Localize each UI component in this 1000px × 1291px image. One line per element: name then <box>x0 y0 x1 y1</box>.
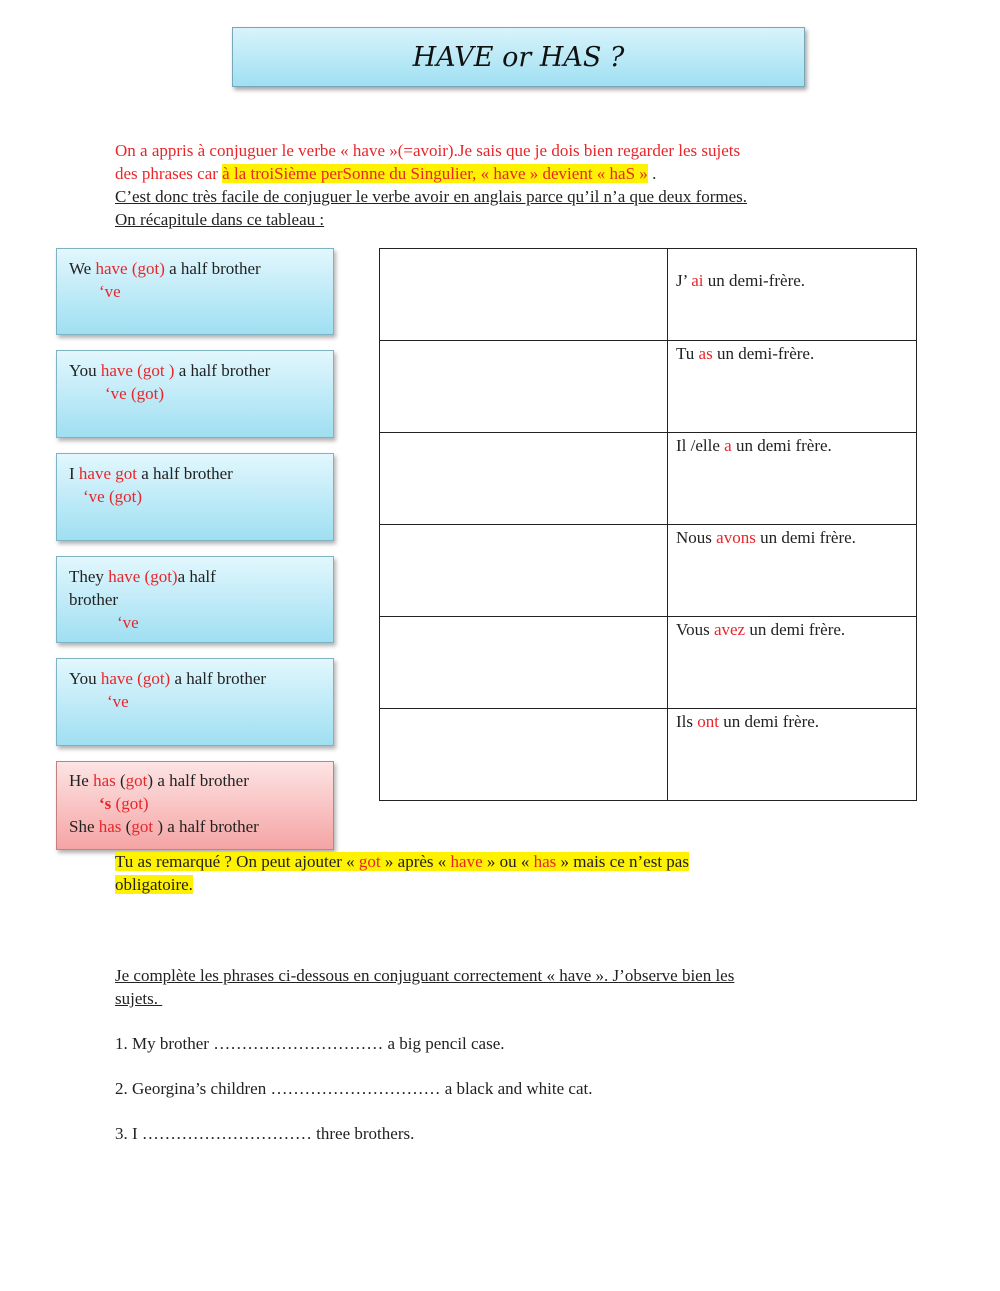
drop-zone-4[interactable] <box>380 525 668 617</box>
drop-zone-6[interactable] <box>380 709 668 801</box>
exercise-instruction: Je complète les phrases ci-dessous en conjuguant correctement « have ». J’observe bien les <box>115 966 735 985</box>
exercise-item-3[interactable]: 3. I ………………………… three brothers. <box>115 1124 415 1143</box>
exercise-section: Je complète les phrases ci-dessous en conjuguant correctement « have ». J’observe bien les sujets. 1. My brother ………………………… a big pencil case. 2. Georgina’s children ………………………… a black and white cat. 3. I ………………………… three brothers. <box>115 964 905 1145</box>
drop-zone-2[interactable] <box>380 341 668 433</box>
title-banner <box>232 27 805 87</box>
card-they: They have (got)a half brother ‘ve <box>56 556 334 643</box>
page-title: HAVE or HAS ? <box>412 41 625 73</box>
drop-zone-5[interactable] <box>380 617 668 709</box>
drop-zone-1[interactable] <box>380 249 668 341</box>
table-row: Tu as un demi-frère. <box>380 341 917 433</box>
card-he-she: He has (got) a half brother ‘s (got) She has (got ) a half brother <box>56 761 334 850</box>
exercise-item-1[interactable]: 1. My brother ………………………… a big pencil case. <box>115 1034 505 1053</box>
table-row: J’ ai un demi-frère. <box>380 249 917 341</box>
card-you-1: You have (got ) a half brother ‘ve (got) <box>56 350 334 438</box>
intro-line-3: C’est donc très facile de conjuguer le verbe avoir en anglais parce qu’il n’a que deux formes. <box>115 187 748 206</box>
table-row: Il /elle a un demi frère. <box>380 433 917 525</box>
table-row: Nous avons un demi frère. <box>380 525 917 617</box>
intro-paragraph <box>115 139 895 231</box>
table-row: Ils ont un demi frère. <box>380 709 917 801</box>
exercise-item-2[interactable]: 2. Georgina’s children ………………………… a black and white cat. <box>115 1079 593 1098</box>
intro-line-1: On a appris à conjuguer le verbe « have »(=avoir).Je sais que je dois bien regarder les sujets <box>115 141 741 160</box>
remark-note: Tu as remarqué ? On peut ajouter « got » après « have » ou « has » mais ce n’est pas obligatoire. <box>115 852 689 894</box>
third-person-rule: à la troiSième perSonne du Singulier, « have » devient « haS » <box>222 164 648 183</box>
drop-zone-3[interactable] <box>380 433 668 525</box>
card-i: I have got a half brother ‘ve (got) <box>56 453 334 541</box>
intro-line-2: des phrases car à la troiSième perSonne du Singulier, « have » devient « haS » . <box>115 164 657 183</box>
conjugation-table <box>379 248 917 801</box>
card-we: We have (got) a half brother ‘ve <box>56 248 334 335</box>
card-you-2: You have (got) a half brother ‘ve <box>56 658 334 746</box>
table-row: Vous avez un demi frère. <box>380 617 917 709</box>
intro-line-4: On récapitule dans ce tableau : <box>115 210 325 229</box>
